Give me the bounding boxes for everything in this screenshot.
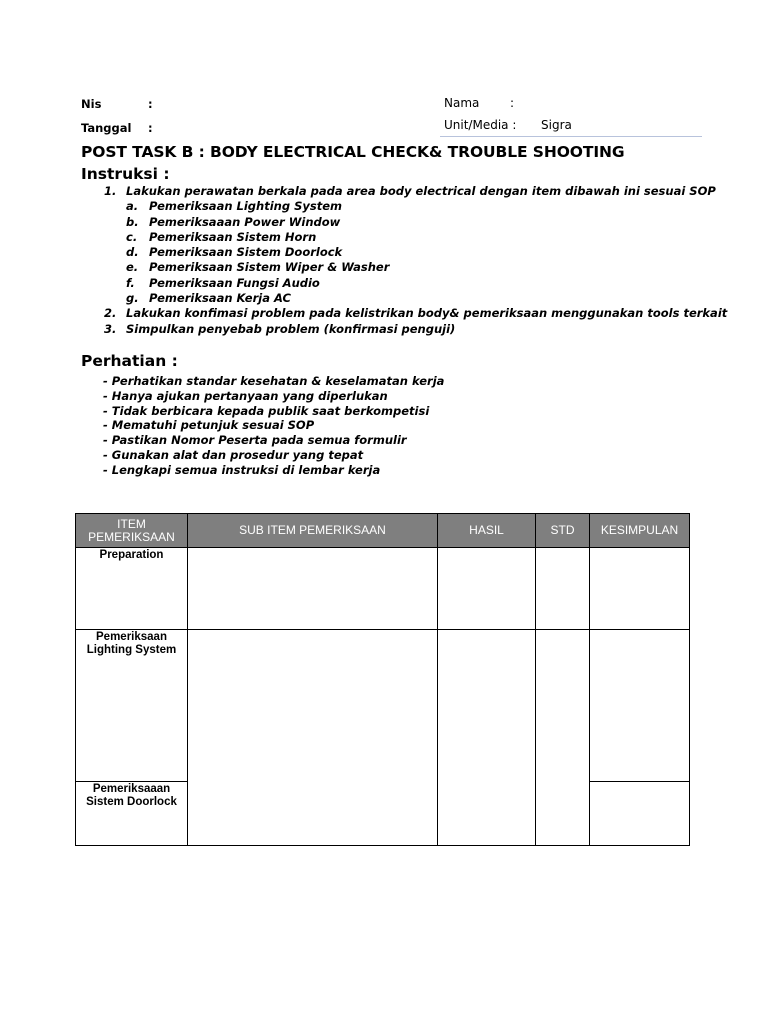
header-kesimpulan: KESIMPULAN (590, 514, 690, 548)
std-cell[interactable] (536, 630, 590, 846)
header-std: STD (536, 514, 590, 548)
table-header-row (76, 514, 690, 548)
table-row (76, 630, 690, 782)
instruksi-heading: Instruksi : (81, 165, 170, 183)
sub-item-text: Pemeriksaan Sistem Doorlock (149, 245, 343, 260)
sub-item (126, 245, 727, 260)
nis-label: Nis (81, 97, 102, 111)
sub-item-letter: f. (126, 275, 135, 290)
header-sub-item: SUB ITEM PEMERIKSAAN (188, 514, 438, 548)
nama-colon: : (510, 96, 515, 110)
unit-media-value: Sigra (541, 118, 572, 132)
sub-item (126, 260, 727, 275)
item-cell: Pemeriksaaan Sistem Doorlock (76, 782, 188, 846)
instruksi-number: 1. (104, 184, 117, 198)
sub-item-text: Pemeriksaaan Power Window (149, 214, 341, 229)
kesimpulan-cell[interactable] (590, 782, 690, 846)
item-cell: Pemeriksaan Lighting System (76, 630, 188, 782)
sub-item-letter: g. (126, 291, 139, 306)
instruksi-sublist (126, 199, 727, 306)
sub-item (126, 276, 727, 291)
sub-item-text: Pemeriksaan Lighting System (149, 199, 342, 214)
instruksi-item (98, 322, 727, 337)
sub-item-text: Pemeriksaan Sistem Horn (149, 229, 317, 244)
perhatian-item: - Mematuhi petunjuk sesuai SOP (103, 418, 315, 433)
perhatian-item: - Hanya ajukan pertanyaan yang diperlukan (103, 388, 388, 403)
instruksi-text: Simpulkan penyebab problem (konfirmasi penguji) (126, 321, 456, 336)
kesimpulan-cell[interactable] (590, 630, 690, 782)
sub-item-text: Pemeriksaan Sistem Wiper & Washer (149, 260, 390, 275)
sub-item-cell[interactable] (188, 548, 438, 630)
sub-item-text: Pemeriksaan Fungsi Audio (149, 275, 320, 290)
nama-label: Nama (444, 96, 480, 110)
sub-item-letter: e. (126, 260, 139, 275)
hasil-cell[interactable] (438, 548, 536, 630)
kesimpulan-cell[interactable] (590, 548, 690, 630)
sub-item-text: Pemeriksaan Kerja AC (149, 291, 291, 306)
item-cell: Preparation (76, 548, 188, 630)
tanggal-colon: : (148, 121, 153, 135)
instruksi-number: 3. (104, 321, 117, 336)
std-cell[interactable] (536, 548, 590, 630)
sub-item-letter: a. (126, 199, 139, 214)
perhatian-item: - Pastikan Nomor Peserta pada semua formulir (103, 433, 407, 448)
instruksi-item (98, 184, 727, 306)
sub-item (126, 230, 727, 245)
sub-item-letter: d. (126, 245, 139, 260)
sub-item (126, 199, 727, 214)
instruksi-text: Lakukan konfimasi problem pada kelistrikan body& pemeriksaan menggunakan tools terkait (126, 306, 728, 321)
table-row (76, 548, 690, 630)
instruksi-number: 2. (104, 306, 117, 321)
perhatian-item: - Gunakan alat dan prosedur yang tepat (103, 447, 364, 462)
header-item-pemeriksaan: ITEM PEMERIKSAAN (76, 514, 188, 548)
header-hasil: HASIL (438, 514, 536, 548)
perhatian-heading: Perhatian : (81, 352, 178, 370)
perhatian-list (103, 374, 444, 478)
header-underline (440, 136, 702, 137)
tanggal-label: Tanggal (81, 121, 132, 135)
perhatian-item: - Tidak berbicara kepada publik saat berkompetisi (103, 403, 430, 418)
nis-colon: : (148, 97, 153, 111)
instruksi-text: Lakukan perawatan berkala pada area body electrical dengan item dibawah ini sesuai SOP (126, 184, 716, 198)
sub-item-letter: c. (126, 229, 138, 244)
perhatian-item: - Perhatikan standar kesehatan & keselamatan kerja (103, 374, 445, 388)
inspection-table (75, 513, 690, 846)
sub-item (126, 215, 727, 230)
instruksi-item (98, 306, 727, 321)
unit-media-label: Unit/Media : (444, 118, 517, 132)
hasil-cell[interactable] (438, 630, 536, 846)
page-title: POST TASK B : BODY ELECTRICAL CHECK& TROUBLE SHOOTING (81, 143, 625, 161)
sub-item-letter: b. (126, 214, 139, 229)
sub-item (126, 291, 727, 306)
perhatian-item: - Lengkapi semua instruksi di lembar kerja (103, 462, 381, 477)
sub-item-cell[interactable] (188, 630, 438, 846)
instruksi-list (98, 184, 727, 337)
